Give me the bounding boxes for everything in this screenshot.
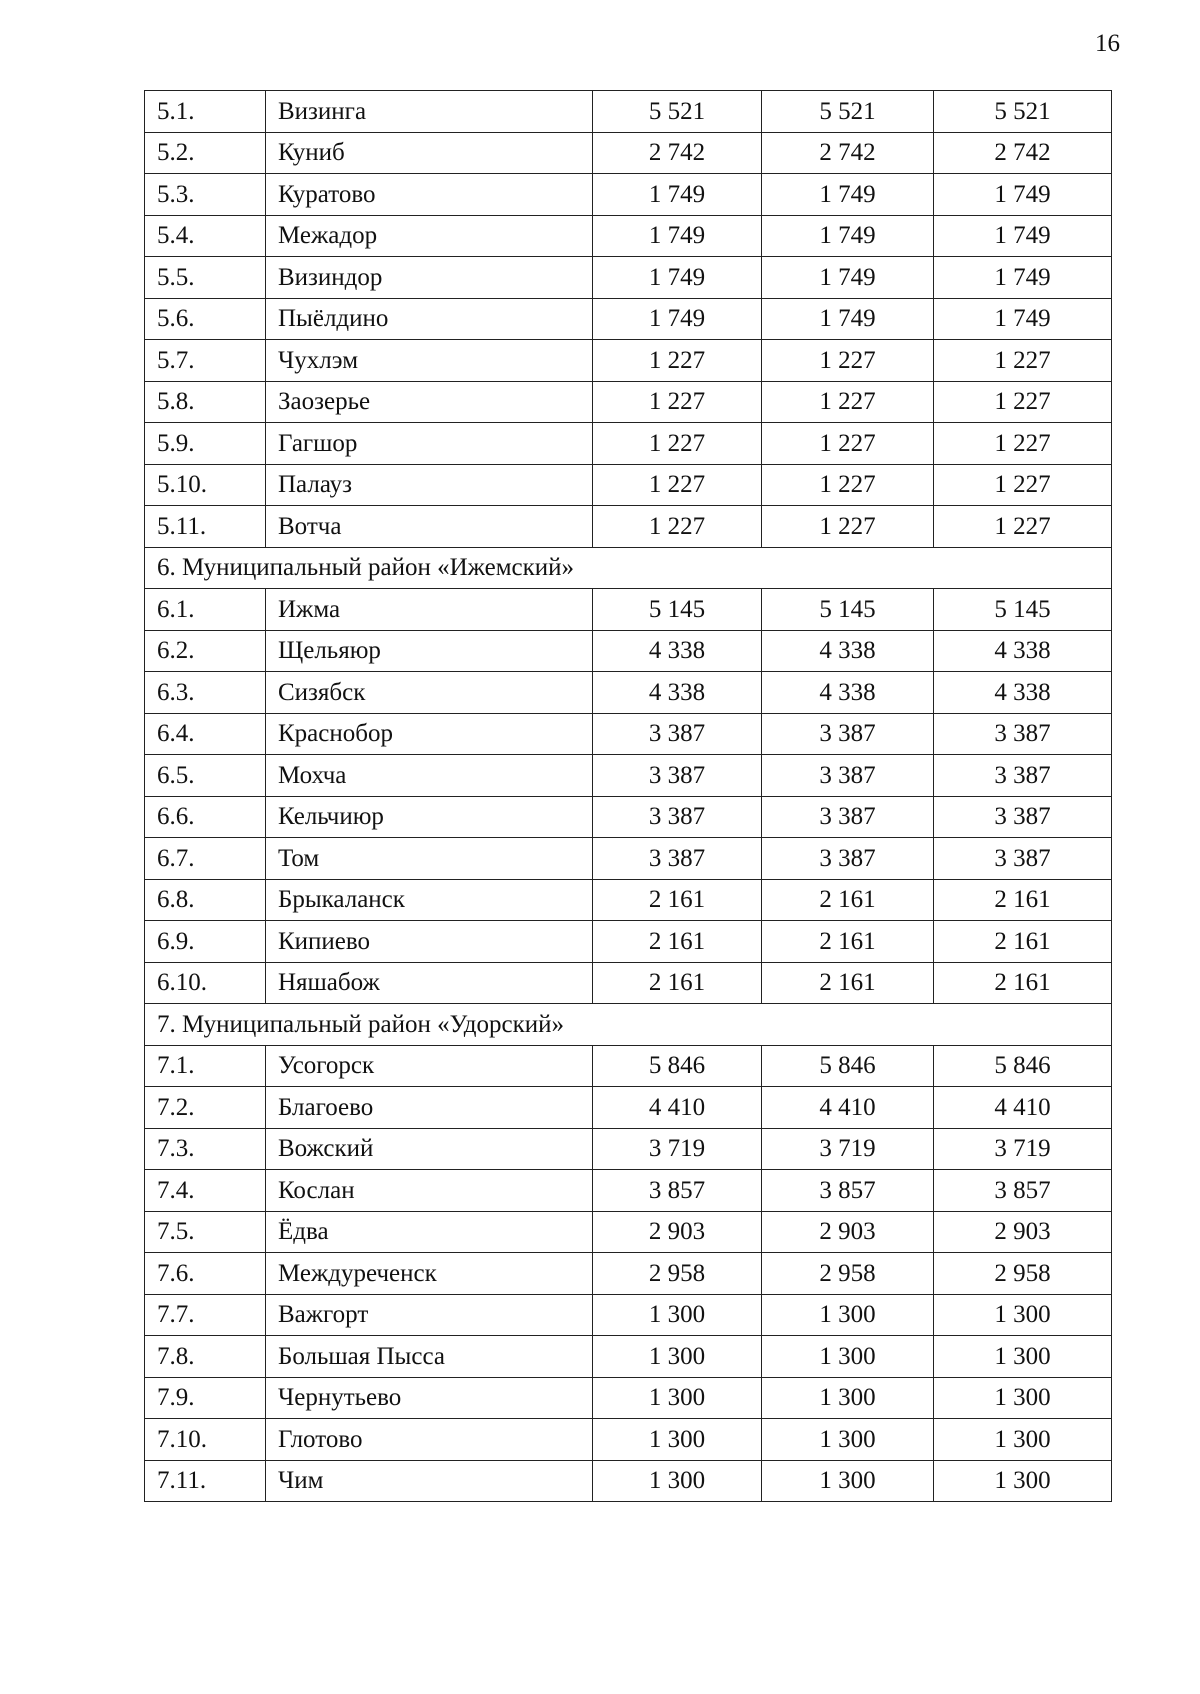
value-cell-3: 2 742: [934, 132, 1112, 174]
value-cell-1: 1 300: [593, 1336, 762, 1378]
value-cell-3: 2 958: [934, 1253, 1112, 1295]
table-body: [145, 91, 1112, 1502]
value-cell-2: 4 410: [762, 1087, 934, 1129]
value-cell-1: 1 227: [593, 340, 762, 382]
row-index-cell: 7.4.: [145, 1170, 266, 1212]
table-row: [145, 1419, 1112, 1461]
value-cell-3: 3 387: [934, 796, 1112, 838]
value-cell-2: 1 300: [762, 1419, 934, 1461]
table-row: [145, 132, 1112, 174]
row-index-cell: 7.2.: [145, 1087, 266, 1129]
value-cell-2: 1 227: [762, 506, 934, 548]
settlement-name-cell: Чернутьево: [266, 1377, 593, 1419]
table-row: [145, 174, 1112, 216]
value-cell-3: 5 846: [934, 1045, 1112, 1087]
value-cell-2: 3 857: [762, 1170, 934, 1212]
table-row: [145, 755, 1112, 797]
value-cell-1: 2 742: [593, 132, 762, 174]
value-cell-2: 4 338: [762, 630, 934, 672]
value-cell-1: 4 338: [593, 630, 762, 672]
value-cell-2: 1 227: [762, 381, 934, 423]
row-index-cell: 5.4.: [145, 215, 266, 257]
value-cell-3: 4 338: [934, 630, 1112, 672]
row-index-cell: 6.3.: [145, 672, 266, 714]
value-cell-3: 1 227: [934, 340, 1112, 382]
value-cell-3: 4 410: [934, 1087, 1112, 1129]
value-cell-2: 1 227: [762, 464, 934, 506]
settlement-name-cell: Междуреченск: [266, 1253, 593, 1295]
settlement-name-cell: Палауз: [266, 464, 593, 506]
settlement-name-cell: Няшабож: [266, 962, 593, 1004]
value-cell-3: 5 521: [934, 91, 1112, 133]
row-index-cell: 7.3.: [145, 1128, 266, 1170]
settlement-name-cell: Ёдва: [266, 1211, 593, 1253]
settlement-name-cell: Куратово: [266, 174, 593, 216]
value-cell-3: 1 227: [934, 464, 1112, 506]
settlement-name-cell: Визиндор: [266, 257, 593, 299]
table-row: [145, 257, 1112, 299]
settlement-name-cell: Кослан: [266, 1170, 593, 1212]
value-cell-2: 3 387: [762, 755, 934, 797]
row-index-cell: 6.5.: [145, 755, 266, 797]
row-index-cell: 7.8.: [145, 1336, 266, 1378]
value-cell-3: 1 749: [934, 298, 1112, 340]
settlement-name-cell: Краснобор: [266, 713, 593, 755]
value-cell-1: 3 387: [593, 838, 762, 880]
table-row: [145, 1045, 1112, 1087]
value-cell-2: 1 300: [762, 1460, 934, 1502]
settlement-name-cell: Кипиево: [266, 921, 593, 963]
row-index-cell: 7.10.: [145, 1419, 266, 1461]
value-cell-1: 1 300: [593, 1377, 762, 1419]
settlement-name-cell: Визинга: [266, 91, 593, 133]
table-row: [145, 1377, 1112, 1419]
value-cell-1: 3 719: [593, 1128, 762, 1170]
row-index-cell: 5.6.: [145, 298, 266, 340]
section-title: 6. Муниципальный район «Ижемский»: [145, 547, 1112, 589]
value-cell-2: 1 227: [762, 340, 934, 382]
value-cell-3: 1 300: [934, 1460, 1112, 1502]
value-cell-1: 2 903: [593, 1211, 762, 1253]
value-cell-2: 1 749: [762, 215, 934, 257]
table-row: [145, 1211, 1112, 1253]
value-cell-3: 3 387: [934, 755, 1112, 797]
value-cell-1: 1 227: [593, 506, 762, 548]
row-index-cell: 7.6.: [145, 1253, 266, 1295]
table-row: [145, 672, 1112, 714]
value-cell-2: 2 161: [762, 962, 934, 1004]
row-index-cell: 7.9.: [145, 1377, 266, 1419]
row-index-cell: 5.10.: [145, 464, 266, 506]
row-index-cell: 6.9.: [145, 921, 266, 963]
section-title: 7. Муниципальный район «Удорский»: [145, 1004, 1112, 1046]
settlement-name-cell: Ижма: [266, 589, 593, 631]
settlement-name-cell: Важгорт: [266, 1294, 593, 1336]
value-cell-1: 1 300: [593, 1294, 762, 1336]
value-cell-3: 3 387: [934, 713, 1112, 755]
value-cell-2: 1 749: [762, 298, 934, 340]
row-index-cell: 7.5.: [145, 1211, 266, 1253]
row-index-cell: 6.7.: [145, 838, 266, 880]
value-cell-3: 1 227: [934, 423, 1112, 465]
table-row: [145, 381, 1112, 423]
section-header-row: [145, 1004, 1112, 1046]
settlement-name-cell: Брыкаланск: [266, 879, 593, 921]
row-index-cell: 5.3.: [145, 174, 266, 216]
value-cell-2: 2 161: [762, 879, 934, 921]
settlement-name-cell: Пыёлдино: [266, 298, 593, 340]
value-cell-2: 3 387: [762, 838, 934, 880]
table-row: [145, 962, 1112, 1004]
row-index-cell: 7.1.: [145, 1045, 266, 1087]
settlement-name-cell: Большая Пысса: [266, 1336, 593, 1378]
row-index-cell: 5.5.: [145, 257, 266, 299]
value-cell-1: 2 161: [593, 962, 762, 1004]
table-row: [145, 423, 1112, 465]
settlement-name-cell: Благоево: [266, 1087, 593, 1129]
row-index-cell: 5.2.: [145, 132, 266, 174]
value-cell-3: 3 387: [934, 838, 1112, 880]
table-row: [145, 1253, 1112, 1295]
value-cell-1: 2 958: [593, 1253, 762, 1295]
table-row: [145, 298, 1112, 340]
settlement-name-cell: Мохча: [266, 755, 593, 797]
value-cell-1: 1 227: [593, 381, 762, 423]
table-row: [145, 1170, 1112, 1212]
settlements-table: [144, 90, 1112, 1502]
section-header-row: [145, 547, 1112, 589]
value-cell-1: 5 846: [593, 1045, 762, 1087]
settlement-name-cell: Том: [266, 838, 593, 880]
table-row: [145, 1128, 1112, 1170]
value-cell-2: 4 338: [762, 672, 934, 714]
value-cell-3: 2 161: [934, 921, 1112, 963]
table-row: [145, 879, 1112, 921]
table-row: [145, 1087, 1112, 1129]
row-index-cell: 5.11.: [145, 506, 266, 548]
value-cell-1: 3 857: [593, 1170, 762, 1212]
value-cell-1: 4 338: [593, 672, 762, 714]
value-cell-2: 5 846: [762, 1045, 934, 1087]
value-cell-2: 2 161: [762, 921, 934, 963]
table-row: [145, 838, 1112, 880]
value-cell-3: 1 227: [934, 381, 1112, 423]
table-row: [145, 1294, 1112, 1336]
value-cell-3: 1 300: [934, 1336, 1112, 1378]
value-cell-2: 1 749: [762, 257, 934, 299]
settlement-name-cell: Гагшор: [266, 423, 593, 465]
value-cell-1: 2 161: [593, 921, 762, 963]
value-cell-1: 1 749: [593, 215, 762, 257]
value-cell-1: 3 387: [593, 713, 762, 755]
value-cell-2: 3 387: [762, 713, 934, 755]
table-row: [145, 589, 1112, 631]
value-cell-1: 1 749: [593, 174, 762, 216]
value-cell-3: 1 300: [934, 1377, 1112, 1419]
row-index-cell: 6.2.: [145, 630, 266, 672]
row-index-cell: 6.4.: [145, 713, 266, 755]
value-cell-3: 2 161: [934, 879, 1112, 921]
row-index-cell: 6.6.: [145, 796, 266, 838]
row-index-cell: 5.1.: [145, 91, 266, 133]
settlement-name-cell: Куниб: [266, 132, 593, 174]
settlement-name-cell: Вотча: [266, 506, 593, 548]
value-cell-1: 1 227: [593, 423, 762, 465]
value-cell-1: 1 300: [593, 1460, 762, 1502]
value-cell-2: 1 300: [762, 1294, 934, 1336]
table-row: [145, 506, 1112, 548]
value-cell-2: 2 742: [762, 132, 934, 174]
value-cell-3: 1 300: [934, 1419, 1112, 1461]
value-cell-2: 1 749: [762, 174, 934, 216]
table-row: [145, 796, 1112, 838]
value-cell-1: 1 749: [593, 257, 762, 299]
value-cell-1: 1 749: [593, 298, 762, 340]
settlement-name-cell: Щельяюр: [266, 630, 593, 672]
table-row: [145, 921, 1112, 963]
value-cell-2: 3 719: [762, 1128, 934, 1170]
value-cell-2: 1 300: [762, 1336, 934, 1378]
value-cell-1: 1 227: [593, 464, 762, 506]
value-cell-1: 1 300: [593, 1419, 762, 1461]
value-cell-3: 1 749: [934, 257, 1112, 299]
table-row: [145, 1460, 1112, 1502]
table-row: [145, 630, 1112, 672]
value-cell-3: 3 857: [934, 1170, 1112, 1212]
value-cell-3: 1 300: [934, 1294, 1112, 1336]
row-index-cell: 6.1.: [145, 589, 266, 631]
value-cell-3: 2 161: [934, 962, 1112, 1004]
settlement-name-cell: Межадор: [266, 215, 593, 257]
settlement-name-cell: Кельчиюр: [266, 796, 593, 838]
page-number: 16: [1095, 30, 1120, 57]
settlement-name-cell: Вожский: [266, 1128, 593, 1170]
row-index-cell: 6.10.: [145, 962, 266, 1004]
settlement-name-cell: Сизябск: [266, 672, 593, 714]
value-cell-2: 2 903: [762, 1211, 934, 1253]
value-cell-2: 2 958: [762, 1253, 934, 1295]
row-index-cell: 7.11.: [145, 1460, 266, 1502]
table-row: [145, 91, 1112, 133]
value-cell-1: 4 410: [593, 1087, 762, 1129]
value-cell-3: 1 227: [934, 506, 1112, 548]
settlement-name-cell: Чим: [266, 1460, 593, 1502]
value-cell-3: 1 749: [934, 174, 1112, 216]
value-cell-2: 5 521: [762, 91, 934, 133]
value-cell-3: 2 903: [934, 1211, 1112, 1253]
value-cell-1: 5 145: [593, 589, 762, 631]
value-cell-2: 1 300: [762, 1377, 934, 1419]
value-cell-3: 1 749: [934, 215, 1112, 257]
value-cell-1: 3 387: [593, 796, 762, 838]
row-index-cell: 5.8.: [145, 381, 266, 423]
table-row: [145, 713, 1112, 755]
row-index-cell: 6.8.: [145, 879, 266, 921]
settlement-name-cell: Заозерье: [266, 381, 593, 423]
value-cell-2: 5 145: [762, 589, 934, 631]
row-index-cell: 5.9.: [145, 423, 266, 465]
value-cell-3: 4 338: [934, 672, 1112, 714]
settlement-name-cell: Чухлэм: [266, 340, 593, 382]
value-cell-3: 5 145: [934, 589, 1112, 631]
value-cell-1: 3 387: [593, 755, 762, 797]
value-cell-2: 1 227: [762, 423, 934, 465]
settlement-name-cell: Усогорск: [266, 1045, 593, 1087]
table-row: [145, 215, 1112, 257]
table-row: [145, 340, 1112, 382]
value-cell-1: 5 521: [593, 91, 762, 133]
table-row: [145, 1336, 1112, 1378]
value-cell-2: 3 387: [762, 796, 934, 838]
row-index-cell: 5.7.: [145, 340, 266, 382]
settlement-name-cell: Глотово: [266, 1419, 593, 1461]
value-cell-1: 2 161: [593, 879, 762, 921]
value-cell-3: 3 719: [934, 1128, 1112, 1170]
table-row: [145, 464, 1112, 506]
row-index-cell: 7.7.: [145, 1294, 266, 1336]
